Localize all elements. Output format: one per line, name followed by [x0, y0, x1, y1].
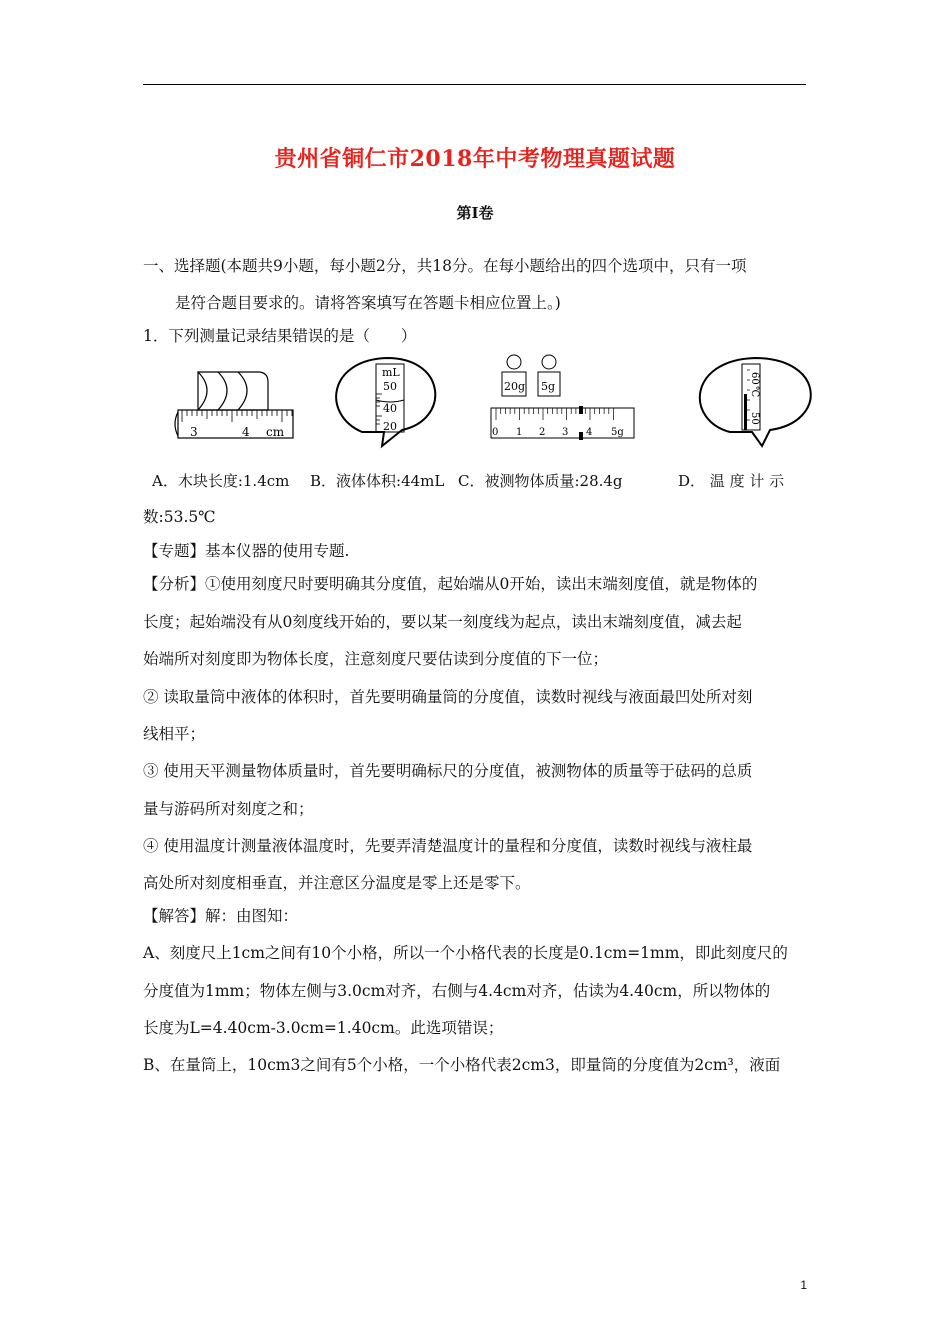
balance-tick-1: 1: [516, 427, 523, 438]
cylinder-mark-20: 20: [383, 420, 397, 433]
page-title: 贵州省铜仁市2018年中考物理真题试题: [274, 146, 676, 172]
body-line-7: ③ 使用天平测量物体质量时，首先要明确标尺的分度值，被测物体的质量等于砝码的总质: [143, 762, 753, 780]
body-line-5: ② 读取量筒中液体的体积时，首先要明确量筒的分度值，读数时视线与液面最凹处所对刻: [143, 688, 753, 706]
ruler-figure: [170, 350, 300, 445]
body-line-13: 分度值为1mm；物体左侧与3.0cm对齐，右侧与4.4cm对齐，估读为4.40cm，所以物体的: [143, 982, 771, 1000]
option-d-cont: 数:53.5℃: [143, 508, 216, 526]
body-line-14: 长度为L=4.40cm-3.0cm=1.40cm。此选项错误；: [143, 1019, 504, 1037]
section-instruction: 一、选择题(本题共9小题，每小题2分，共18分。在每小题给出的四个选项中，只有一项: [143, 257, 747, 275]
body-line-8: 量与游码所对刻度之和；: [143, 800, 314, 818]
cylinder-mark-50: 50: [383, 380, 397, 393]
cylinder-unit: mL: [382, 366, 400, 379]
page-number: 1: [800, 1278, 807, 1292]
body-line-15: B、在量筒上，10cm3之间有5个小格，一个小格代表2cm3，即量筒的分度值为2cm³，液面: [143, 1056, 781, 1074]
body-line-4: 始端所对刻度即为物体长度，注意刻度尺要估读到分度值的下一位；: [143, 650, 609, 668]
body-line-2: 【分析】①使用刻度尺时要明确其分度值，起始端从0开始，读出末端刻度值，就是物体的: [143, 575, 758, 593]
balance-tick-4: 4: [586, 427, 593, 438]
balance-tick-2: 2: [539, 427, 546, 438]
weight-20g: 20g: [504, 380, 526, 393]
section-instruction-cont: 是符合题目要求的。请将答案填写在答题卡相应位置上。): [175, 294, 561, 312]
option-b: B．液体体积:44mL: [310, 472, 445, 490]
option-d: D． 温 度 计 示: [678, 472, 785, 490]
header-rule: [143, 84, 806, 85]
cylinder-figure: [332, 350, 447, 450]
cylinder-mark-40: 40: [383, 402, 397, 415]
option-a: A．木块长度:1.4cm: [152, 472, 290, 490]
body-line-10: 高处所对刻度相垂直，并注意区分温度是零上还是零下。: [143, 874, 531, 892]
body-line-1: 【专题】基本仪器的使用专题.: [143, 542, 350, 560]
question-figures: [170, 350, 820, 450]
thermometer-mark-60: 60: [749, 372, 760, 385]
body-line-9: ④ 使用温度计测量液体温度时，先要弄清楚温度计的量程和分度值，读数时视线与液柱最: [143, 837, 753, 855]
balance-tick-0: 0: [492, 427, 499, 438]
body-line-12: A、刻度尺上1cm之间有10个小格，所以一个小格代表的长度是0.1cm=1mm，即此刻度尺的: [143, 944, 788, 962]
weight-5g: 5g: [541, 380, 556, 393]
thermometer-mark-50: 50: [749, 412, 760, 425]
ruler-unit: cm: [266, 425, 285, 439]
balance-tick-5g: 5g: [611, 427, 624, 438]
ruler-tick-4: 4: [242, 425, 250, 439]
thermometer-unit: ℃: [749, 386, 760, 398]
body-line-6: 线相平；: [143, 725, 206, 743]
balance-figure: [488, 350, 638, 445]
thermometer-figure: [690, 350, 825, 450]
balance-tick-3: 3: [562, 427, 569, 438]
option-c: C．被测物体质量:28.4g: [458, 472, 623, 490]
ruler-tick-3: 3: [190, 425, 198, 439]
body-line-3: 长度；起始端没有从0刻度线开始的，要以某一刻度线为起点，读出末端刻度值，减去起: [143, 613, 742, 631]
body-line-11: 【解答】解：由图知：: [143, 907, 299, 925]
section-title: 第Ⅰ卷: [456, 204, 494, 222]
question-stem: 1．下列测量记录结果错误的是（ ）: [143, 327, 417, 345]
